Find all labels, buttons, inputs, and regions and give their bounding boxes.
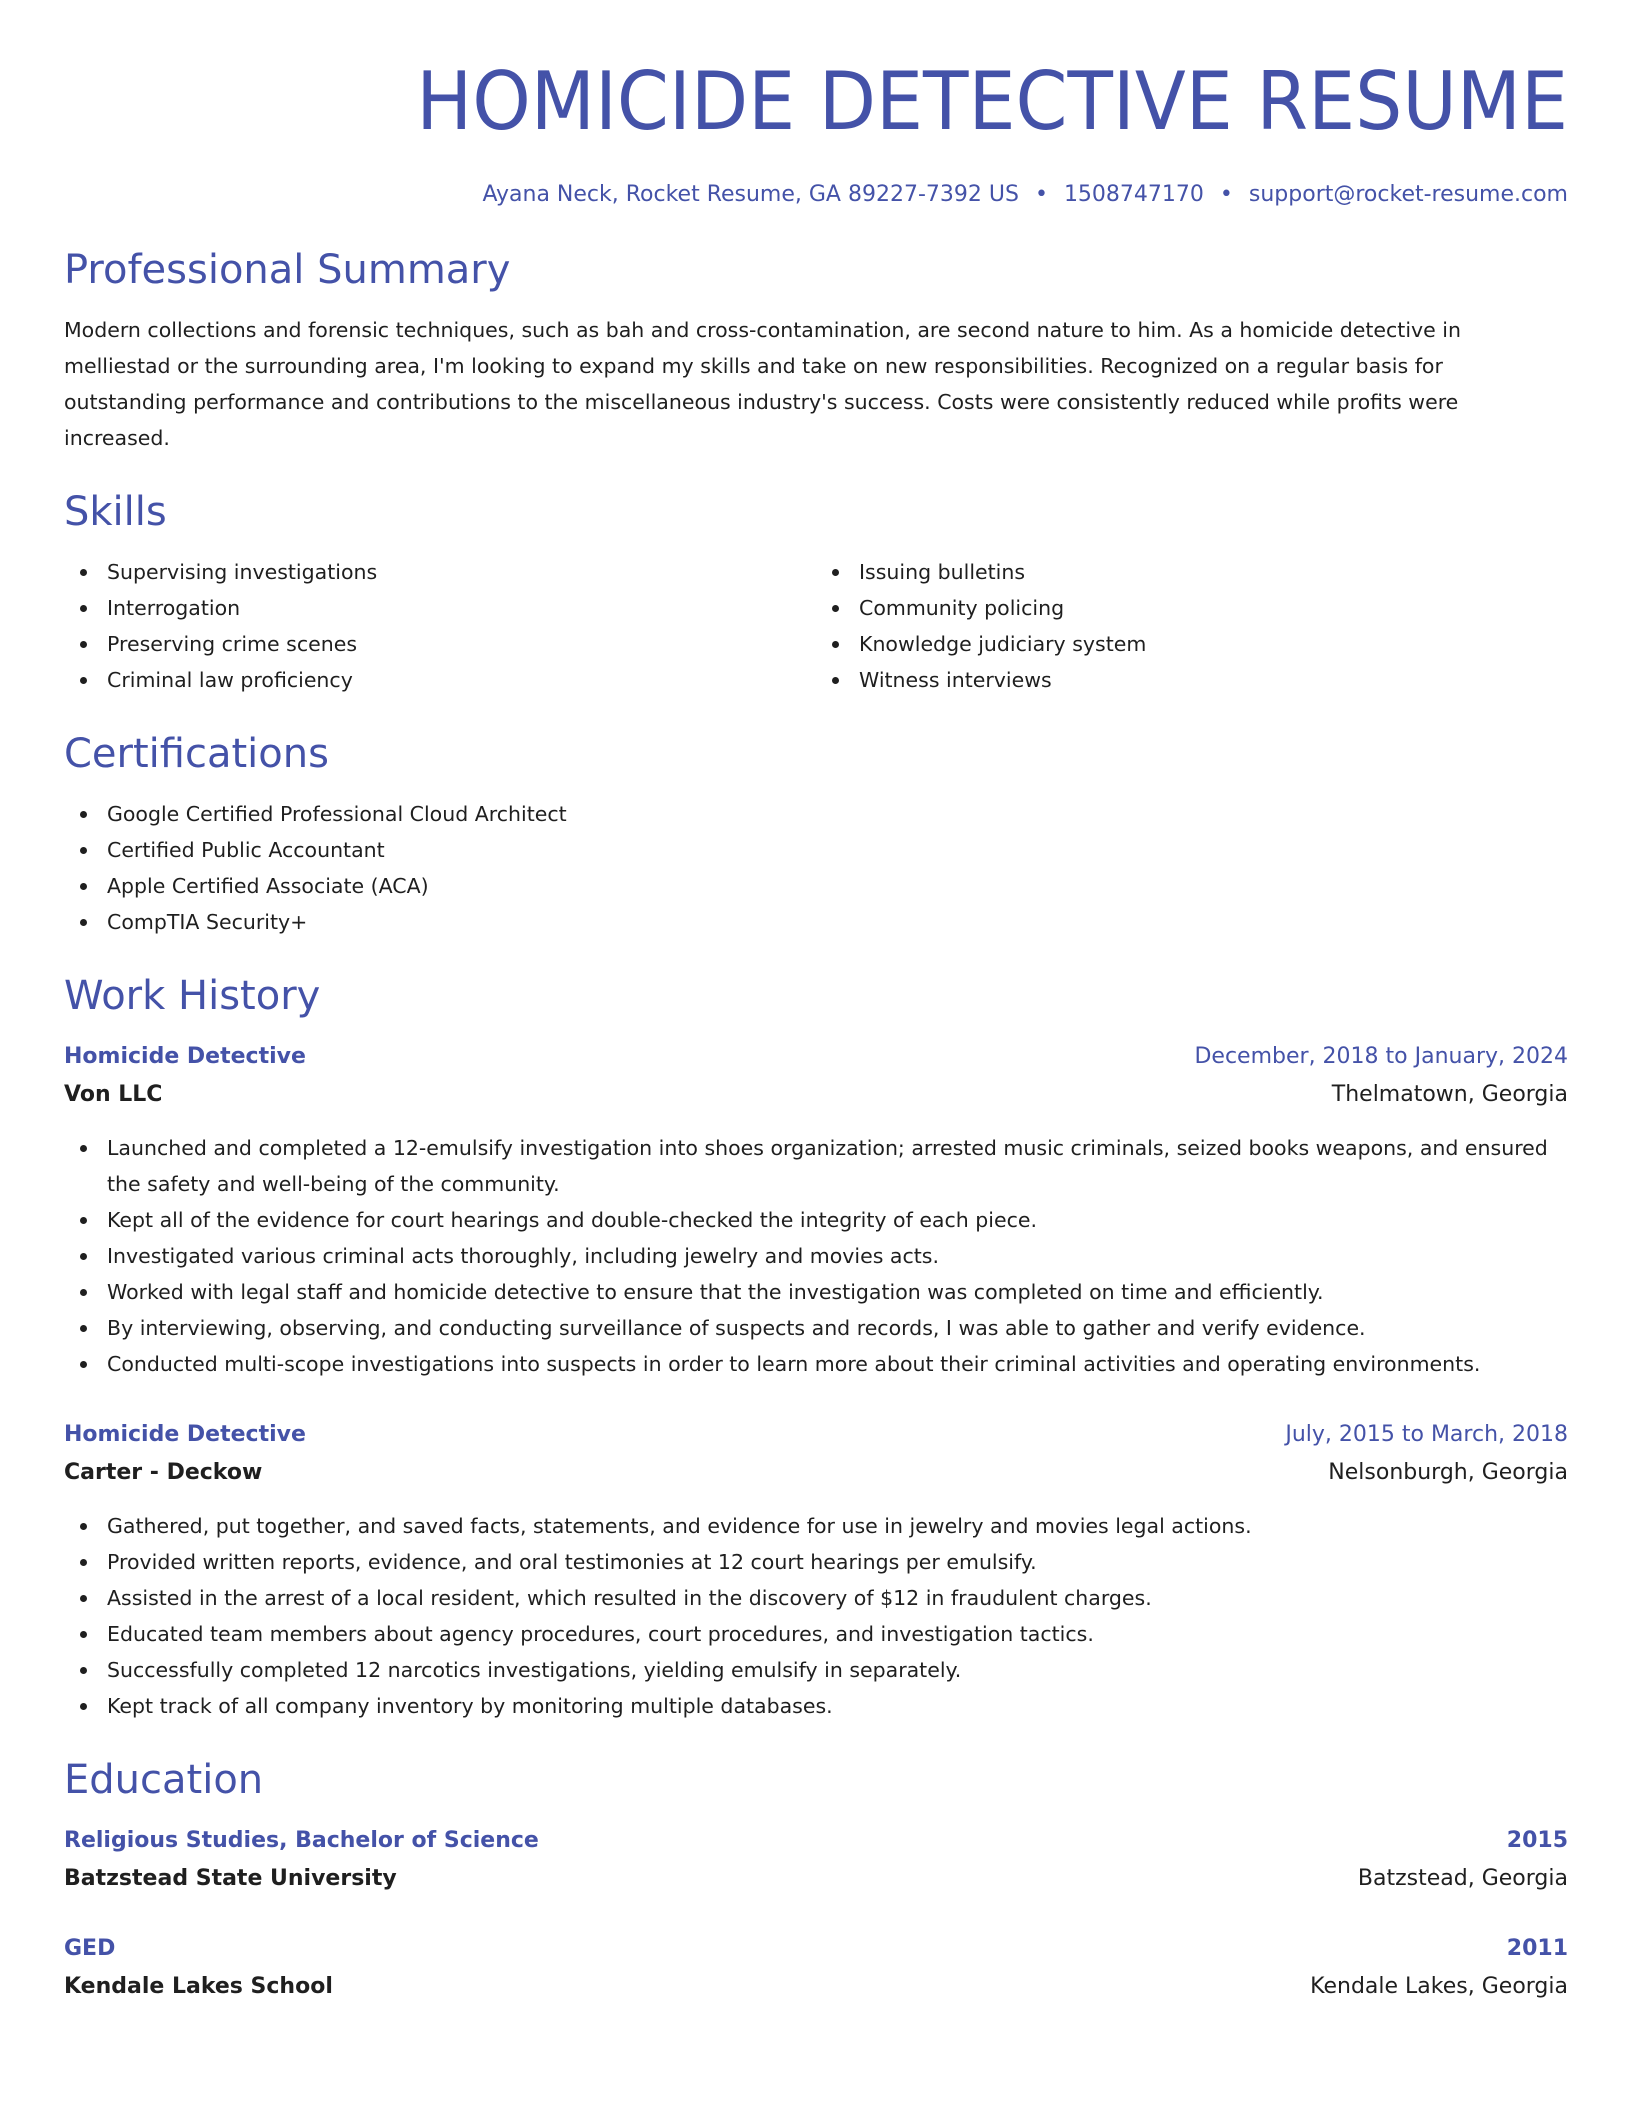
education-school: Kendale Lakes School xyxy=(64,1974,333,1999)
section-heading-skills: Skills xyxy=(64,489,167,535)
skill-item: Community policing xyxy=(816,590,1568,626)
skills-list-left xyxy=(64,554,816,698)
job-bullet: Provided written reports, evidence, and oral testimonies at 12 court hearings per emulsify. xyxy=(64,1544,1568,1580)
job-bullet: Conducted multi-scope investigations into suspects in order to learn more about their criminal activities and operating environments. xyxy=(64,1346,1568,1382)
job-bullets xyxy=(64,1508,1568,1724)
skill-item: Preserving crime scenes xyxy=(64,626,816,662)
contact-email[interactable]: support@rocket-resume.com xyxy=(1248,182,1568,207)
job-location: Thelmatown, Georgia xyxy=(1331,1082,1568,1107)
education-section xyxy=(64,1754,1568,2006)
education-degree: GED xyxy=(64,1936,116,1961)
education-degree: Religious Studies, Bachelor of Science xyxy=(64,1828,539,1853)
skill-item: Interrogation xyxy=(64,590,816,626)
job-company: Von LLC xyxy=(64,1082,163,1107)
skills-section xyxy=(64,486,1568,698)
education-location: Kendale Lakes, Georgia xyxy=(1310,1974,1568,1999)
skill-item: Knowledge judiciary system xyxy=(816,626,1568,662)
education-location: Batzstead, Georgia xyxy=(1357,1866,1568,1891)
certifications-list xyxy=(64,796,1568,940)
job-bullet: Kept track of all company inventory by monitoring multiple databases. xyxy=(64,1688,1568,1724)
skill-item: Supervising investigations xyxy=(64,554,816,590)
contact-phone: 1508747170 xyxy=(1063,182,1204,207)
certification-item: Apple Certified Associate (ACA) xyxy=(64,868,1568,904)
education-header-row xyxy=(64,1930,1568,1968)
job-bullet: Kept all of the evidence for court hearings and double-checked the integrity of each piece. xyxy=(64,1202,1568,1238)
section-heading-education: Education xyxy=(64,1757,264,1803)
section-heading-work-history: Work History xyxy=(64,973,321,1019)
work-history-section xyxy=(64,970,1568,1724)
job-company-row xyxy=(64,1076,1568,1114)
job-title: Homicide Detective xyxy=(64,1422,306,1447)
skill-item: Criminal law proficiency xyxy=(64,662,816,698)
skills-grid xyxy=(64,554,1568,698)
job-location: Nelsonburgh, Georgia xyxy=(1328,1460,1568,1485)
contact-separator: • xyxy=(1034,182,1048,207)
resume-title: HOMICIDE DETECTIVE RESUME xyxy=(416,55,1568,148)
certification-item: Certified Public Accountant xyxy=(64,832,1568,868)
job-bullet: Launched and completed a 12-emulsify investigation into shoes organization; arrested music criminals, seized books weapons, and ensured the safety and well-being of the community. xyxy=(64,1130,1568,1202)
job-dates: December, 2018 to January, 2024 xyxy=(1194,1044,1568,1069)
section-heading-certifications: Certifications xyxy=(64,731,329,777)
skill-item: Witness interviews xyxy=(816,662,1568,698)
job-bullet: Successfully completed 12 narcotics investigations, yielding emulsify in separately. xyxy=(64,1652,1568,1688)
section-heading-summary: Professional Summary xyxy=(64,247,511,293)
job-entry xyxy=(64,1038,1568,1382)
job-dates: July, 2015 to March, 2018 xyxy=(1285,1422,1568,1447)
education-year: 2011 xyxy=(1506,1936,1568,1961)
education-entry xyxy=(64,1930,1568,2006)
job-bullet: Educated team members about agency procedures, court procedures, and investigation tactics. xyxy=(64,1616,1568,1652)
job-header-row xyxy=(64,1038,1568,1076)
job-bullet: By interviewing, observing, and conducting surveillance of suspects and records, I was able to gather and verify evidence. xyxy=(64,1310,1568,1346)
job-company: Carter - Deckow xyxy=(64,1460,263,1485)
certification-item: Google Certified Professional Cloud Architect xyxy=(64,796,1568,832)
skills-list-right xyxy=(816,554,1568,698)
skill-item: Issuing bulletins xyxy=(816,554,1568,590)
job-bullets xyxy=(64,1130,1568,1382)
education-school: Batzstead State University xyxy=(64,1866,397,1891)
resume-header xyxy=(64,0,1568,210)
job-bullet: Worked with legal staff and homicide detective to ensure that the investigation was completed on time and efficiently. xyxy=(64,1274,1568,1310)
contact-line xyxy=(64,180,1568,210)
job-bullet: Gathered, put together, and saved facts, statements, and evidence for use in jewelry and movies legal actions. xyxy=(64,1508,1568,1544)
job-title: Homicide Detective xyxy=(64,1044,306,1069)
education-school-row xyxy=(64,1860,1568,1898)
professional-summary-section xyxy=(64,244,1568,456)
education-header-row xyxy=(64,1822,1568,1860)
job-company-row xyxy=(64,1454,1568,1492)
certifications-section xyxy=(64,728,1568,940)
education-school-row xyxy=(64,1968,1568,2006)
job-bullet: Assisted in the arrest of a local resident, which resulted in the discovery of $12 in fraudulent charges. xyxy=(64,1580,1568,1616)
certification-item: CompTIA Security+ xyxy=(64,904,1568,940)
contact-separator: • xyxy=(1219,182,1233,207)
job-bullet: Investigated various criminal acts thoroughly, including jewelry and movies acts. xyxy=(64,1238,1568,1274)
contact-address: Ayana Neck, Rocket Resume, GA 89227-7392 US xyxy=(482,182,1019,207)
job-entry xyxy=(64,1416,1568,1724)
job-header-row xyxy=(64,1416,1568,1454)
education-year: 2015 xyxy=(1506,1828,1568,1853)
summary-text: Modern collections and forensic techniques, such as bah and cross-contamination, are second nature to him. As a homicide detective in melliestad or the surrounding area, I'm looking to expand my skills and take on new responsibilities. Recognized on a regular basis for outstanding performance and contributions to the miscellaneous industry's success. Costs were consistently reduced while profits were increased. xyxy=(64,318,1461,450)
education-entry xyxy=(64,1822,1568,1898)
